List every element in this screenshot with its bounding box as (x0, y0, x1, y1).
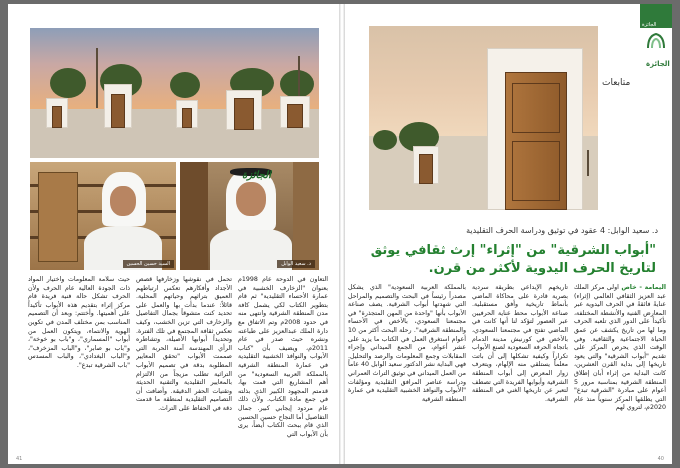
portrait-left-caption: السيد حسين الحسين (123, 260, 174, 268)
section-label: متابعات (602, 78, 631, 88)
article-text: رحلة البحث أكثر من 10 أعوام استغرق العمل في الكتاب ما يزيد على عشر أعوام، من الجمع الميداني وإجراء المقابلات وجمع المعلومات والرصد والتحليل. فهي البداية نشر الدكتور سعيد الوابل 40 عاماً من العمل الميداني في توثيق التراث العمراني ودراسة عناصر المرافق التقليدية ومؤلفات "الأبواب والنوافذ الخشبية التقليدية في عمارة المنطقة الشرقية (348, 326, 466, 403)
article-column: تاريخهم الإبداعي بطريقة سردية بصرية قادرة على محاكاة الماضي بأنماط تاريخية وأفق مستقبلية. صناعة الأبواب محط عناية الحرفيين عبر العصور لتؤكد لنا أنها كانت في الماضي تفتح في مجتمعنا السعودي، بالأخص في كورنيش مدينة الدمام باتجاه الحرفة السعودية لصنع الأبواب تكراراً وكيفية تشكلها إلى أن باتت معلماً يستلقي منه الإلهام، ويتعرف زوار المعرض إلى أبواب المنطقة الشرقية وأبوابها الفريدة التي تصطف لتعبر عن تاريخها الغني في المنطقة الشرقية. (472, 284, 568, 403)
gates-row-photo (30, 28, 319, 158)
article-column: التعاون في الدوحة عام 1998م بعنوان "الزخارف الخشبية في عمارة الأحساء التقليدية" ثم قام بتطوير الكتاب لكي يشمل كافة مدن المنطقة الشرقية وانتهى منه في حدود 2008م وتم الاتفاق مع دارة الملك عبدالعزيز على طباعته ونشره حيث صدر في عام 2011م، ويضيف بأن "كتاب الأبواب والنوافذ الخشبية التقليدية في عمارة المنطقة الشرقية بالمملكة العربية السعودية" من أهم المشاريع التي قمت بها، قدمتم المجهود الكبير الذي بذلته في جمع مادة الكتاب. ولأن ذلك عام مردود إيجابي كبير. جمال التفاصيل أما النجاح حسين الحسين الذي قام ببحث الكتاب أيضاً، يرى بأن الأبواب التي (238, 276, 328, 438)
craftsman-photo (30, 162, 176, 270)
section-tab-label: الجائزة (642, 22, 657, 28)
article-column: تحمل في نقوشها وزخارفها قصص الأجداد وأفكارهم تعكس ارتباطهم العميق بتراثهم وحياتهم المحلية. قائلاً: عندما بدأت بها والعمل على تحديد كنت متشوقاً بجمال التفاصيل والزخارف التي تزين الخشب، وكيف تعكس ثقافة المجتمع في تلك الفترة. وتحديداً أبوابها الأصيلة، وتشاطره الرأي المهندسة آمنة الحربة التي صممت الأبواب "تحقق المعايير المطلوبة بدقة في تصميم الأبواب التراثية تطلب مزيجاً من الالتزام بالمعايير التقليدية والتقنية الحديثة وتقنيات الحفر الدقيقة. وأضافت أن التصاميم التقليدية لمنطقة ما قدمت دقة في الحفاظ على التراث. (136, 276, 232, 412)
carved-door-photo (369, 26, 598, 210)
article-title: "أبواب الشرقية" من "إثراء" إرث ثقافي يوثق لتاريخ الحرف اليدوية لأكثر من قرن. (370, 243, 656, 276)
article-column: حيث سلامة المعلومات واختيار المواد ذات الجودة العالية عام الحرف ولأن الحرف تشكل حالة فنية فريدة قام مركز إثراء بتقديم هذه الأبواب تأكيداً على أهميتها. وأختتم: وبعد أن التصميم المناسب بمن مختلف المدن في تكوين الهوية والانتماء، ويتكون العمل من أبواب "المسماري"، و"باب بو خوخة"، و"باب بو صابر"، و"الباب المزخرف"، و"الباب البغدادي"، والباب المسدس "باب الشرقية تبدع". (28, 276, 130, 369)
article-text: بالمملكة العربية السعودية" الذي يشكل مصدراً رئيساً في البحث والتصميم والمراحل التي شهدتها أبواب الشرقية. يصف صناعة الأبواب بأنها "واحدة من المهن المتجذرة" في مجتمعنا السعودي، بالأخص في الأحساء والمنطقة الشرقية". (348, 284, 466, 334)
magazine-logo-icon (644, 30, 668, 52)
page-number-left: 41 (16, 456, 23, 462)
carved-door (505, 72, 567, 210)
page-gutter (339, 4, 345, 464)
page-number-right: 40 (657, 456, 664, 462)
article-column (348, 284, 466, 456)
brand-wordmark: الجائزة (242, 170, 271, 181)
magazine-name: الجائزة (646, 60, 670, 68)
article-subtitle: د. سعيد الوابل: 4 عقود في توثيق ودراسة الحرف التقليدية (466, 226, 658, 235)
portrait-right-caption: د. سعيد الوابل (277, 260, 315, 268)
article-byline: اليمامة - خاص (621, 284, 666, 291)
article-column-first (574, 284, 666, 456)
magazine-spread (8, 4, 672, 464)
article-lead-text: أولى مركز الملك عبد العزيز الثقافي العالمي (إثراء) عنايةً فائقةً في الحرف اليدوية عبر المعارض الفنية والأنشطة المختلفة، تأكيداً على الدور الذي تلعبه الحرف وما لها من تاريخ يكشف عن عمق الحياة الاجتماعية والثقافية. وفي الوقت الذي يحرص المركز على تقديم "أبواب الشرقية" والتي يعود تاريخها إلى بداية القرن العشرين، كانت البداية من إثراء أبان إطلاق المنطقة الشرقية بمناسبة مرور 5 أعوام على مبادرة "الشرقية تبدع" التي يطلقها المركز سنوياً منذ عام 2020م، لتروي لهم (574, 284, 666, 412)
